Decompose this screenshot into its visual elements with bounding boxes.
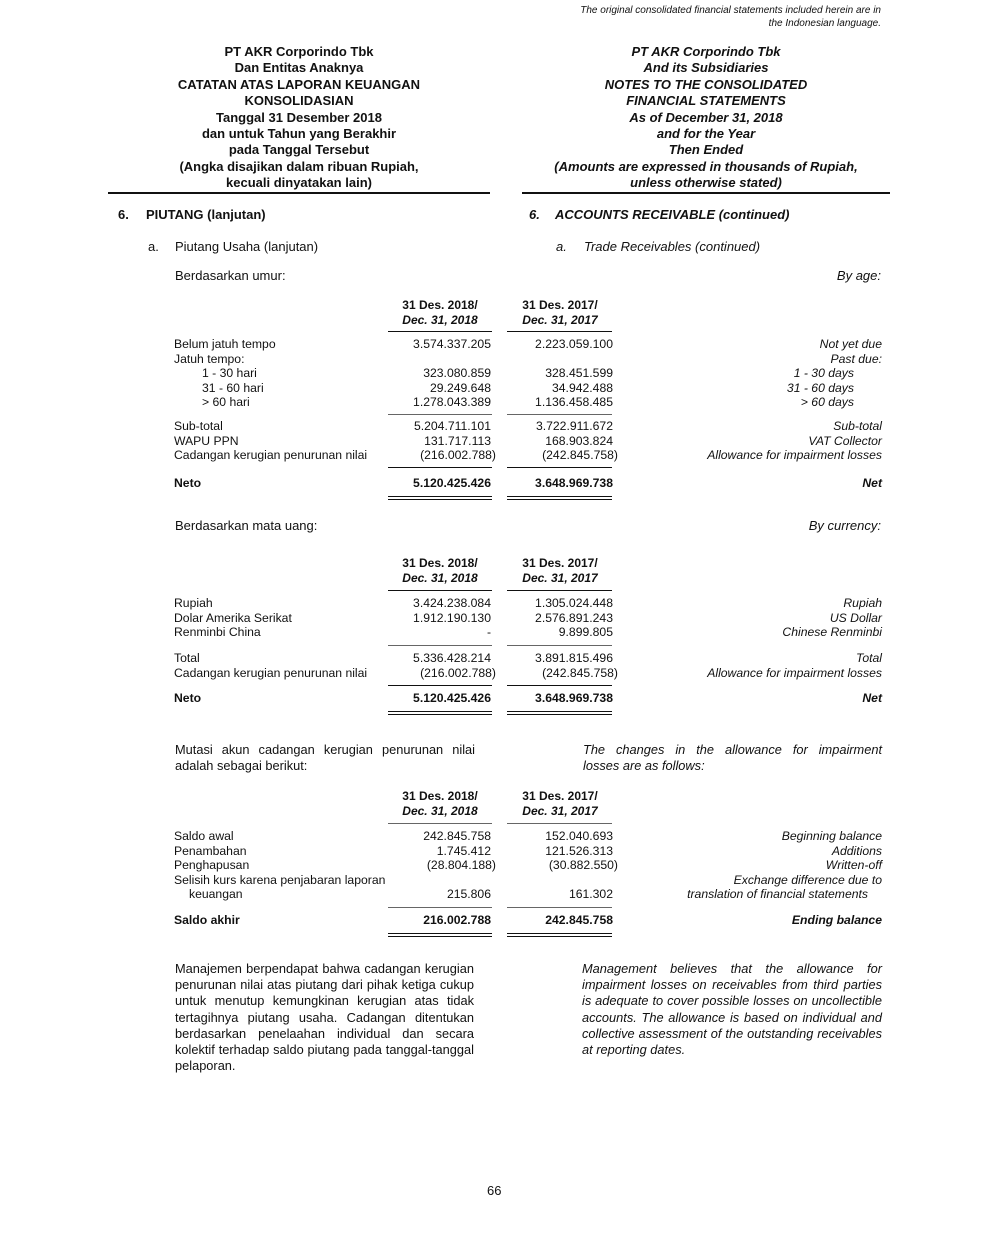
value-2017: 161.302 [568,887,613,902]
value-2017: 9.899.805 [558,625,613,640]
column-header-2018 [386,556,494,586]
row-label: Saldo akhir [174,913,240,927]
column-header-line: Dec. 31, 2018 [402,571,478,585]
table-row [174,419,882,434]
header-line: Then Ended [668,142,744,158]
row-label-en: translation of financial statements [687,887,868,902]
table-row [174,434,882,449]
row-label: 31 - 60 hari [202,380,264,395]
value-2018: (28.804.188) [426,858,496,873]
value-2018: 131.717.113 [424,433,491,448]
row-label: Total [174,651,200,665]
column-header-line: Dec. 31, 2018 [402,804,478,818]
header-line: As of December 31, 2018 [629,109,783,125]
value-2018: - [486,625,491,640]
total-rule [507,467,612,468]
row-label-en: Net [862,691,882,705]
row-label: > 60 hari [202,395,250,410]
header-line: pada Tanggal Tersebut [228,142,370,158]
value-2018: 1.278.043.389 [413,395,491,410]
row-label-en: Net [862,476,882,490]
total-rule [388,685,492,686]
value-2018: 216.002.788 [423,913,491,927]
value-2017: 1.136.458.485 [535,395,613,410]
value-2017: 2.576.891.243 [535,610,613,625]
column-header-line: Dec. 31, 2018 [402,313,478,327]
header-line: PT AKR Corporindo Tbk [631,44,781,59]
column-header-2017 [506,556,614,586]
double-rule [507,711,612,715]
row-label: WAPU PPN [174,433,239,448]
column-rule [388,590,492,591]
total-rule [507,907,612,908]
row-label: Neto [174,476,202,490]
column-header-2018 [386,789,494,819]
header-line: CATATAN ATAS LAPORAN KEUANGAN [177,76,421,92]
double-rule [388,933,492,937]
row-label-en: Allowance for impairment losses [707,448,882,463]
column-header-line: Dec. 31, 2017 [522,804,598,818]
table-row [174,666,882,681]
column-rule [507,823,612,824]
value-2018: 29.249.648 [430,380,491,395]
intro-line: Mutasi akun cadangan kerugian penurunan nilai [175,742,475,757]
value-2018: (216.002.788) [420,665,496,680]
header-line: FINANCIAL STATEMENTS [626,93,786,109]
value-2018: 5.336.428.214 [413,651,491,665]
value-2017: 3.891.815.496 [535,651,613,665]
row-label-en: Not yet due [819,337,882,351]
row-label: Dolar Amerika Serikat [174,610,292,625]
table-row-total [174,476,882,491]
row-label: Cadangan kerugian penurunan nilai [174,448,368,463]
value-2017: (30.882.550) [548,858,618,873]
value-2017: 1.305.024.448 [535,596,613,610]
row-label: Penambahan [174,843,247,858]
page-number: 66 [487,1183,502,1198]
header-line: unless otherwise stated) [630,175,782,191]
row-label: Sub-total [174,419,223,433]
header-line: dan untuk Tahun yang Berakhir [201,126,397,142]
table-row [174,858,882,873]
table-row [174,844,882,859]
table-row [174,651,882,666]
row-label-en: VAT Collector [808,433,882,448]
table-row [174,873,882,888]
value-2017: 34.942.488 [552,380,613,395]
row-label: 1 - 30 hari [202,366,257,381]
by-age-title-id: Berdasarkan umur: [175,268,286,283]
row-label-en: Additions [831,843,882,858]
header-line: (Angka disajikan dalam ribuan Rupiah, [179,158,419,174]
subsection-title-id: Piutang Usaha (lanjutan) [175,239,319,254]
value-2018: 215.806 [446,887,491,902]
value-2017: 3.722.911.672 [535,419,613,433]
table-row [174,381,882,396]
row-label: Belum jatuh tempo [174,337,276,351]
value-2018: 3.574.337.205 [413,337,491,351]
header-indonesian [108,44,490,192]
intro-line: The changes in the allowance for impairment [583,742,882,757]
row-label-en: Rupiah [843,596,882,610]
value-2017: 242.845.758 [545,913,613,927]
header-line: And its Subsidiaries [643,60,769,76]
column-rule [388,331,492,332]
value-2017: 3.648.969.738 [535,476,613,490]
column-header-line: 31 Des. 2018/ [402,556,478,570]
header-line: KONSOLIDASIAN [244,93,354,109]
by-age-title-en: By age: [836,268,881,283]
value-2017: 152.040.693 [545,829,613,843]
row-label-en: > 60 days [800,395,854,410]
subsection-letter-en: a. [556,239,567,254]
header-english [522,44,890,192]
movement-intro-id [175,742,475,774]
total-rule [388,907,492,908]
row-label: Jatuh tempo: [174,351,245,366]
column-header-line: Dec. 31, 2017 [522,571,598,585]
value-2018: 5.204.711.101 [413,419,491,433]
value-2018: 5.120.425.426 [413,691,491,705]
translation-note-line: The original consolidated financial statements included herein are in [580,5,881,16]
double-rule [507,496,612,500]
table-row [174,596,882,611]
double-rule [388,496,492,500]
value-2017: 121.526.313 [545,843,613,858]
header-line: kecuali dinyatakan lain) [226,175,372,191]
table-row [174,829,882,844]
value-2017: 3.648.969.738 [535,691,613,705]
column-rule [388,823,492,824]
row-label-en: Ending balance [791,913,882,927]
column-header-2017 [506,789,614,819]
header-line: (Amounts are expressed in thousands of Rupiah, [554,158,858,174]
column-header-line: 31 Des. 2017/ [522,789,598,803]
value-2017: (242.845.758) [542,665,618,680]
value-2018: 1.912.190.130 [413,610,491,625]
row-label: Saldo awal [174,829,234,843]
intro-line: losses are as follows: [583,758,705,774]
value-2018: 3.424.238.084 [413,596,491,610]
value-2018: 5.120.425.426 [413,476,491,490]
value-2017: (242.845.758) [542,448,618,463]
intro-line: adalah sebagai berikut: [175,758,308,774]
double-rule [507,933,612,937]
row-label-en: Beginning balance [781,829,882,843]
row-label: Penghapusan [174,858,250,873]
row-label: keuangan [189,887,243,902]
row-label-en: Exchange difference due to [733,872,882,887]
table-row [174,625,882,640]
total-rule [507,685,612,686]
value-2017: 2.223.059.100 [535,337,613,351]
row-label: Rupiah [174,596,213,610]
column-rule [507,590,612,591]
value-2017: 328.451.599 [545,366,613,381]
value-2018: 242.845.758 [423,829,491,843]
row-label: Selisih kurs karena penjabaran laporan [174,872,386,887]
column-header-line: 31 Des. 2017/ [522,298,598,312]
row-label-en: 31 - 60 days [786,380,854,395]
header-line: PT AKR Corporindo Tbk [224,44,374,59]
section-number-en: 6. [529,207,540,222]
table-row [174,366,882,381]
subtotal-rule [388,645,492,646]
row-label-en: Allowance for impairment losses [707,665,882,680]
subsection-title-en: Trade Receivables (continued) [584,239,761,254]
subtotal-rule [507,645,612,646]
row-label-en: Past due: [830,351,882,366]
row-label: Neto [174,691,202,705]
row-label: Renminbi China [174,625,261,640]
table-row [174,337,882,352]
column-header-line: 31 Des. 2018/ [402,298,478,312]
table-row-total [174,691,882,706]
section-number-id: 6. [118,207,129,222]
header-rule-right [522,192,890,194]
movement-intro-en [583,742,882,774]
table-row [174,352,882,367]
header-line: NOTES TO THE CONSOLIDATED [604,76,808,92]
double-rule [388,711,492,715]
column-header-2017 [506,298,614,328]
table-row-total [174,913,882,928]
table-row [174,395,882,410]
header-line: and for the Year [656,126,756,142]
translation-note [580,4,881,30]
row-label: Cadangan kerugian penurunan nilai [174,665,368,680]
by-currency-title-id: Berdasarkan mata uang: [175,518,318,533]
row-label-en: US Dollar [829,610,882,625]
value-2018: 323.080.859 [423,366,491,381]
section-title-id: PIUTANG (lanjutan) [146,207,266,222]
translation-note-line: the Indonesian language. [768,18,881,29]
value-2018: (216.002.788) [420,448,496,463]
by-currency-title-en: By currency: [808,518,881,533]
closing-paragraph-en: Management believes that the allowance for impairment losses on receivables from third parties is adequate to cover possible losses on uncollectible accounts. The allowance is based on individual and collective assessment of the outstanding receivables at reporting dates. [582,961,882,1058]
total-rule [388,467,492,468]
column-header-line: 31 Des. 2018/ [402,789,478,803]
header-line: Tanggal 31 Desember 2018 [216,109,382,125]
closing-paragraph-id: Manajemen berpendapat bahwa cadangan kerugian penurunan nilai atas piutang dari pihak ketiga cukup untuk menutup kemungkinan kerugian atas tidak tertagihnya piutang usaha. Cadangan ditentukan berdasarkan penelaahan individual dan secara kolektif terhadap saldo piutang pada tanggal-tanggal pelaporan. [175,961,474,1074]
subtotal-rule [507,414,612,415]
column-header-line: 31 Des. 2017/ [522,556,598,570]
row-label-en: Sub-total [833,419,882,433]
table-row [174,448,882,463]
subtotal-rule [388,414,492,415]
row-label-en: Written-off [825,858,882,873]
column-header-line: Dec. 31, 2017 [522,313,598,327]
row-label-en: Total [856,651,882,665]
value-2017: 168.903.824 [545,433,613,448]
subsection-letter-id: a. [148,239,159,254]
section-title-en: ACCOUNTS RECEIVABLE (continued) [555,207,790,222]
header-line: Dan Entitas Anaknya [234,60,364,76]
table-row [174,611,882,626]
row-label-en: 1 - 30 days [793,366,854,381]
column-header-2018 [386,298,494,328]
value-2018: 1.745.412 [436,843,491,858]
table-row [174,887,882,902]
row-label-en: Chinese Renminbi [782,625,882,640]
column-rule [507,331,612,332]
header-rule-left [108,192,490,194]
